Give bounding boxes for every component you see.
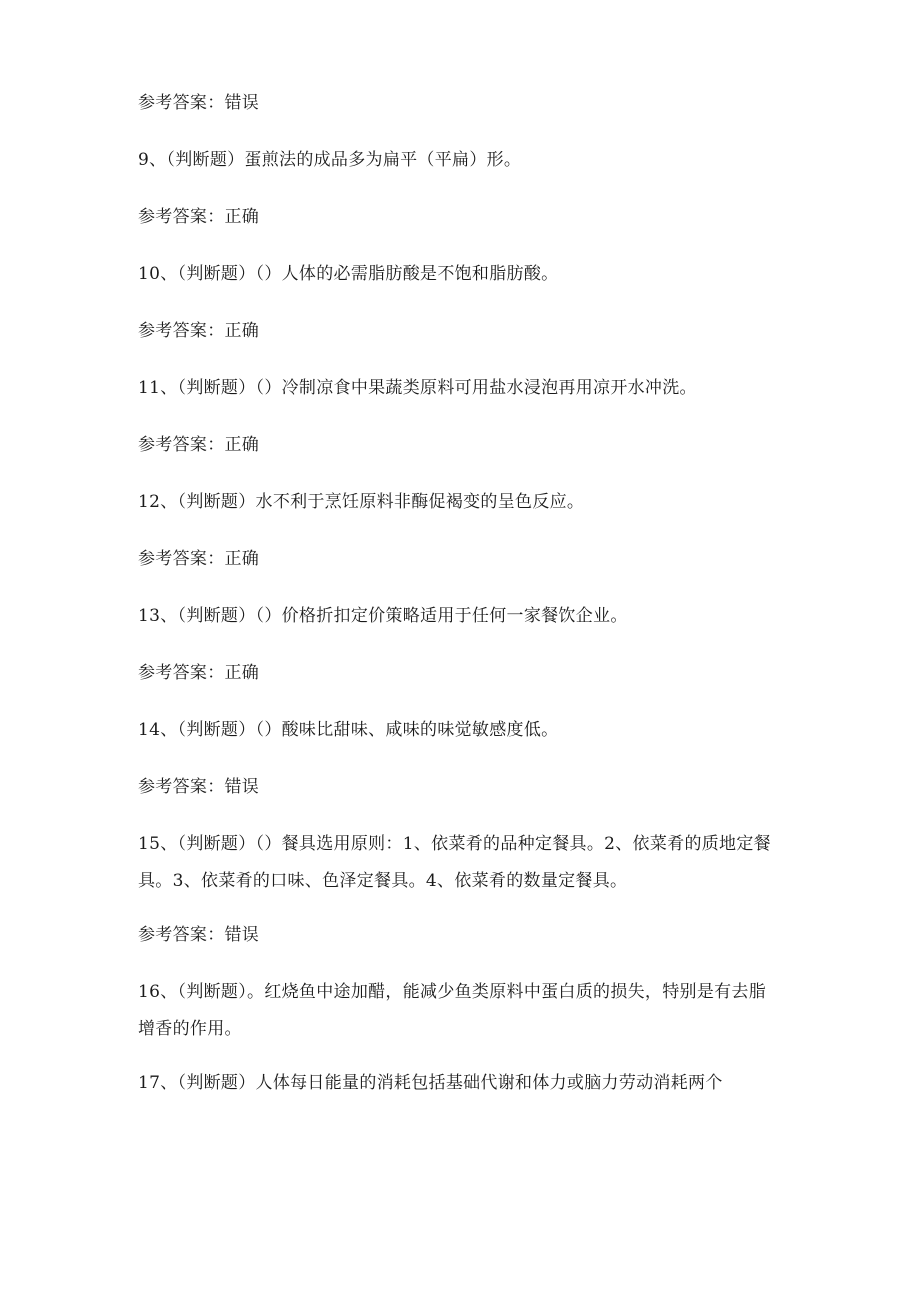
answer-line: 参考答案：正确: [138, 321, 260, 341]
answer-line: 参考答案：正确: [138, 435, 260, 455]
answer-line: 参考答案：正确: [138, 663, 260, 683]
answer-line: 参考答案：正确: [138, 207, 260, 227]
question-10: 10、（判断题）（）人体的必需脂肪酸是不饱和脂肪酸。: [138, 264, 559, 284]
answer-line: 参考答案：正确: [138, 549, 260, 569]
question-11: 11、（判断题）（）冷制凉食中果蔬类原料可用盐水浸泡再用凉开水冲洗。: [138, 378, 697, 398]
answer-line: 参考答案：错误: [138, 93, 260, 113]
question-14: 14、（判断题）（）酸味比甜味、咸味的味觉敏感度低。: [138, 720, 559, 740]
question-12: 12、（判断题）水不利于烹饪原料非酶促褐变的呈色反应。: [138, 492, 585, 512]
question-15: 15、（判断题）（）餐具选用原则：1、依菜肴的品种定餐具。2、依菜肴的质地定餐具。3、依菜肴的口味、色泽定餐具。4、依菜肴的数量定餐具。: [138, 834, 771, 891]
question-13: 13、（判断题）（）价格折扣定价策略适用于任何一家餐饮企业。: [138, 606, 628, 626]
question-17: 17、（判断题）人体每日能量的消耗包括基础代谢和体力或脑力劳动消耗两个: [138, 1073, 723, 1093]
question-9: 9、（判断题）蛋煎法的成品多为扁平（平扁）形。: [138, 150, 522, 170]
answer-line: 参考答案：错误: [138, 925, 260, 945]
answer-line: 参考答案：错误: [138, 777, 260, 797]
question-16: 16、（判断题）。红烧鱼中途加醋，能减少鱼类原料中蛋白质的损失，特别是有去脂增香的作用。: [138, 982, 767, 1039]
